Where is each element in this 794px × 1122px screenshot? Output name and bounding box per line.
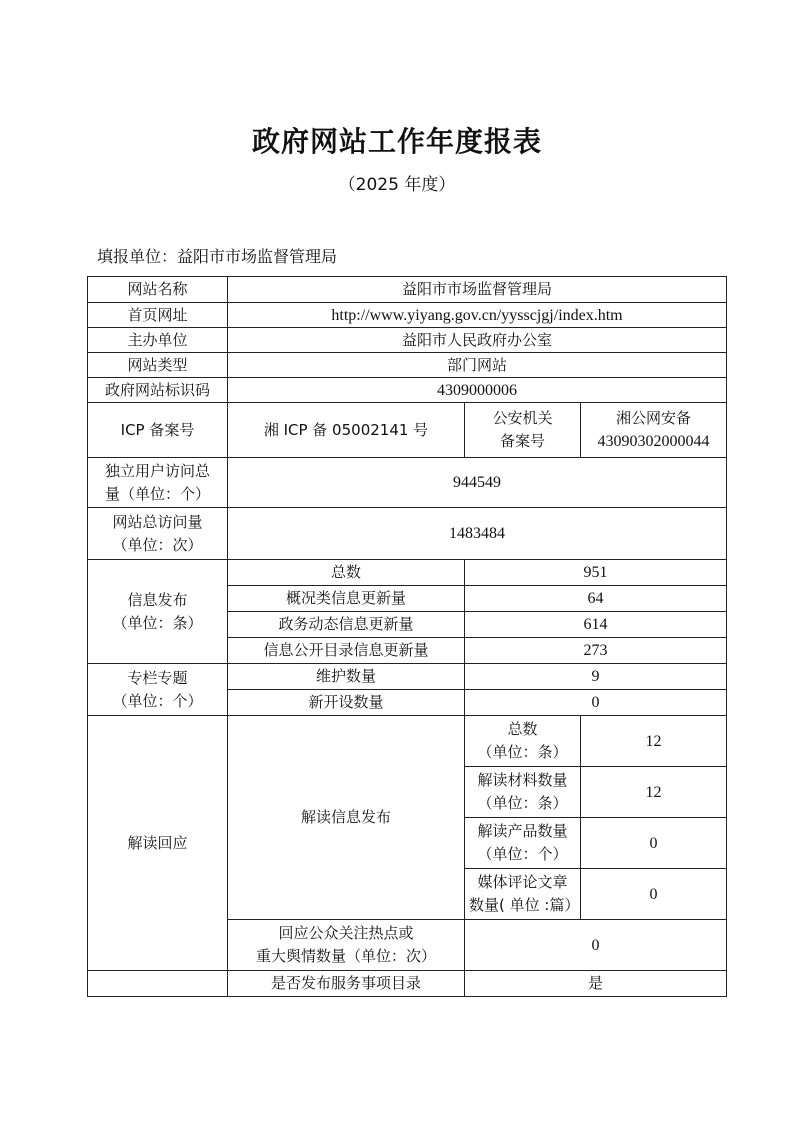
- site-id-label: 政府网站标识码: [88, 378, 228, 403]
- column-maintain-label: 维护数量: [228, 664, 465, 690]
- table-row: [88, 508, 727, 560]
- info-total-value: 951: [465, 560, 727, 586]
- column-topics-label-line2: （单位：个）: [112, 691, 203, 710]
- interp-total-label: [465, 716, 581, 767]
- total-visits-label-line1: 网站总访问量: [112, 512, 203, 531]
- column-topics-label-line1: 专栏专题: [127, 668, 188, 687]
- info-catalog-label: 信息公开目录信息更新量: [228, 638, 465, 664]
- police-record-value: [581, 403, 727, 458]
- table-row: [88, 353, 727, 378]
- interp-product-label-line2: （单位：个）: [477, 845, 568, 863]
- host-value: 益阳市人民政府办公室: [228, 328, 727, 353]
- reporting-unit: 填报单位：益阳市市场监督管理局: [97, 247, 338, 266]
- empty-cell: [88, 971, 228, 997]
- info-overview-value: 64: [465, 586, 727, 612]
- table-row: [88, 716, 727, 767]
- icp-value: 湘 ICP 备 05002141 号: [228, 403, 465, 458]
- info-release-label-line2: （单位：条）: [112, 613, 203, 632]
- table-row: [88, 303, 727, 328]
- homepage-url: http://www.yiyang.gov.cn/yysscjgj/index.htm: [228, 303, 727, 328]
- icp-label: ICP 备案号: [88, 403, 228, 458]
- table-row: [88, 328, 727, 353]
- site-type-label: 网站类型: [88, 353, 228, 378]
- info-release-label: [88, 560, 228, 664]
- interpretation-info-label: 解读信息发布: [228, 716, 465, 920]
- info-release-label-line1: 信息发布: [127, 590, 188, 609]
- info-news-value: 614: [465, 612, 727, 638]
- site-id-value: 4309000006: [228, 378, 727, 403]
- column-topics-label: [88, 664, 228, 716]
- interpretation-label: 解读回应: [88, 716, 228, 971]
- interp-material-label-line1: 解读材料数量: [477, 771, 568, 789]
- host-label: 主办单位: [88, 328, 228, 353]
- police-record-label-line2: 备案号: [499, 432, 545, 450]
- interp-total-label-line2: （单位：条）: [477, 743, 568, 761]
- site-name-value: 益阳市市场监督管理局: [228, 277, 727, 303]
- interp-media-label-line2: 数量( 单位 :篇）: [469, 896, 580, 914]
- column-new-label: 新开设数量: [228, 690, 465, 716]
- table-row: [88, 664, 727, 690]
- info-total-label: 总数: [228, 560, 465, 586]
- interp-product-label: [465, 818, 581, 869]
- total-visits-value: 1483484: [228, 508, 727, 560]
- unique-visitors-label: [88, 458, 228, 508]
- total-visits-label-line2: （单位：次）: [112, 535, 203, 554]
- report-year: （2025 年度）: [338, 175, 456, 195]
- service-catalog-value: 是: [465, 971, 727, 997]
- table-row: [88, 378, 727, 403]
- interp-total-value: 12: [581, 716, 727, 767]
- unique-visitors-label-line2: 量（单位：个）: [104, 484, 210, 503]
- report-table: [87, 276, 727, 997]
- unique-visitors-value: 944549: [228, 458, 727, 508]
- service-catalog-label: 是否发布服务事项目录: [228, 971, 465, 997]
- police-record-value-line2: 43090302000044: [597, 433, 710, 450]
- interp-material-label-line2: （单位：条）: [477, 794, 568, 812]
- interp-media-label: [465, 869, 581, 920]
- column-new-value: 0: [465, 690, 727, 716]
- response-label-line2: 重大舆情数量（单位：次）: [255, 947, 436, 965]
- homepage-label: 首页网址: [88, 303, 228, 328]
- table-row: [88, 277, 727, 303]
- police-record-value-line1: 湘公网安备: [616, 409, 692, 427]
- interp-media-label-line1: 媒体评论文章: [477, 873, 568, 891]
- column-maintain-value: 9: [465, 664, 727, 690]
- unique-visitors-label-line1: 独立用户访问总: [104, 461, 210, 480]
- table-row: [88, 403, 727, 458]
- response-value: 0: [465, 920, 727, 971]
- interp-media-value: 0: [581, 869, 727, 920]
- total-visits-label: [88, 508, 228, 560]
- police-record-label: [465, 403, 581, 458]
- table-row: [88, 971, 727, 997]
- response-label: [228, 920, 465, 971]
- interp-product-label-line1: 解读产品数量: [477, 822, 568, 840]
- interp-material-label: [465, 767, 581, 818]
- interp-material-value: 12: [581, 767, 727, 818]
- info-overview-label: 概况类信息更新量: [228, 586, 465, 612]
- table-row: [88, 458, 727, 508]
- response-label-line1: 回应公众关注热点或: [278, 924, 414, 942]
- info-catalog-value: 273: [465, 638, 727, 664]
- site-name-label: 网站名称: [88, 277, 228, 303]
- table-row: [88, 560, 727, 586]
- info-news-label: 政务动态信息更新量: [228, 612, 465, 638]
- site-type-value: 部门网站: [228, 353, 727, 378]
- interp-total-label-line1: 总数: [507, 720, 538, 738]
- page-title: 政府网站工作年度报表: [251, 125, 542, 158]
- interp-product-value: 0: [581, 818, 727, 869]
- police-record-label-line1: 公安机关: [492, 409, 553, 427]
